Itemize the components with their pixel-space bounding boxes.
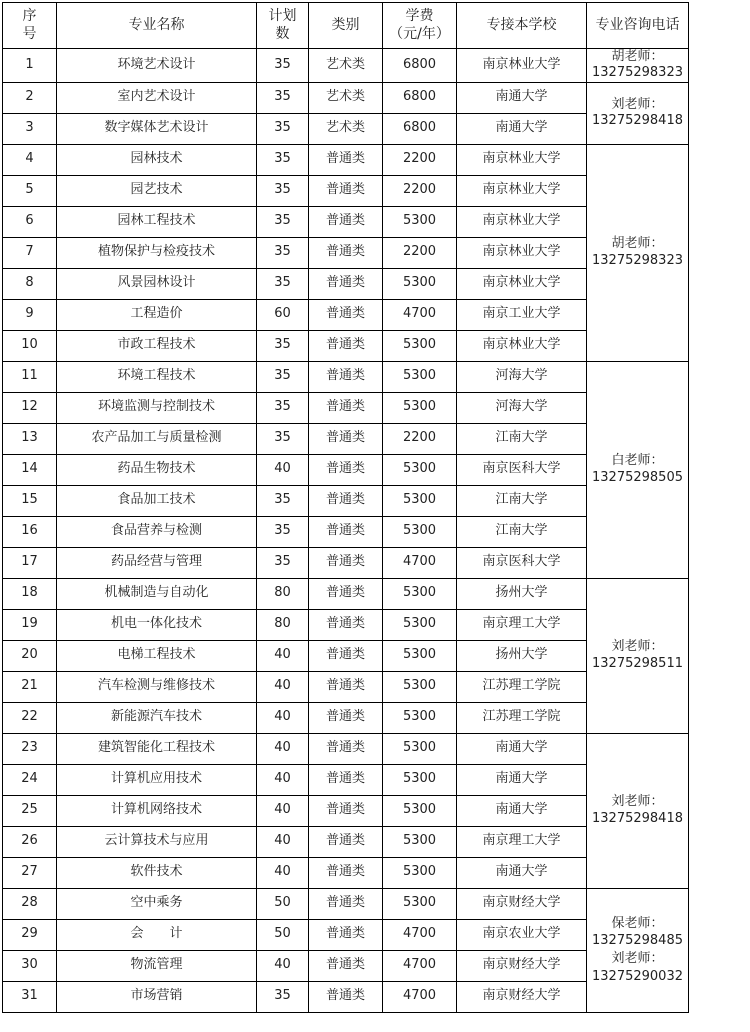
cell-no: 8 — [3, 268, 57, 299]
table-row — [3, 268, 689, 299]
cell-plan: 40 — [257, 640, 309, 671]
cell-major: 机电一体化技术 — [57, 609, 257, 640]
cell-plan: 35 — [257, 485, 309, 516]
header-no-line2: 号 — [22, 25, 37, 42]
cell-no: 3 — [3, 113, 57, 144]
cell-major: 环境监测与控制技术 — [57, 392, 257, 423]
cell-type: 普通类 — [309, 795, 383, 826]
cell-major: 汽车检测与维修技术 — [57, 671, 257, 702]
contact-line: 刘老师： — [611, 639, 664, 655]
cell-fee: 2200 — [383, 423, 457, 454]
cell-fee: 2200 — [383, 237, 457, 268]
cell-type: 普通类 — [309, 826, 383, 857]
cell-type: 普通类 — [309, 950, 383, 981]
cell-type: 普通类 — [309, 578, 383, 609]
cell-major: 环境艺术设计 — [57, 49, 257, 83]
cell-no: 10 — [3, 330, 57, 361]
cell-contact — [587, 49, 689, 83]
cell-no: 21 — [3, 671, 57, 702]
header-fee-line2: （元/年） — [389, 25, 450, 42]
table-row — [3, 392, 689, 423]
cell-contact — [587, 361, 689, 578]
cell-fee: 5300 — [383, 516, 457, 547]
cell-school: 南京理工大学 — [457, 826, 587, 857]
cell-school: 南通大学 — [457, 795, 587, 826]
cell-school: 江南大学 — [457, 423, 587, 454]
contact-line: 保老师： — [611, 915, 664, 931]
cell-major: 空中乘务 — [57, 888, 257, 919]
table-row — [3, 516, 689, 547]
header-plan-line2: 数 — [275, 25, 290, 42]
cell-school: 南通大学 — [457, 733, 587, 764]
table-row — [3, 981, 689, 1012]
cell-major: 市政工程技术 — [57, 330, 257, 361]
cell-no: 31 — [3, 981, 57, 1012]
cell-school: 河海大学 — [457, 361, 587, 392]
cell-no: 29 — [3, 919, 57, 950]
cell-plan: 40 — [257, 733, 309, 764]
cell-major: 植物保护与检疫技术 — [57, 237, 257, 268]
header-plan-line1: 计划 — [268, 8, 297, 24]
cell-no: 15 — [3, 485, 57, 516]
cell-no: 5 — [3, 175, 57, 206]
cell-major: 建筑智能化工程技术 — [57, 733, 257, 764]
cell-type: 普通类 — [309, 733, 383, 764]
cell-type: 艺术类 — [309, 49, 383, 83]
table-row — [3, 919, 689, 950]
cell-school: 南京林业大学 — [457, 206, 587, 237]
cell-plan: 35 — [257, 547, 309, 578]
table-row — [3, 609, 689, 640]
header-plan — [257, 3, 309, 49]
header-no — [3, 3, 57, 49]
contact-line: 13275298418 — [592, 113, 683, 128]
cell-fee: 4700 — [383, 950, 457, 981]
cell-fee: 4700 — [383, 547, 457, 578]
cell-no: 26 — [3, 826, 57, 857]
cell-major: 药品生物技术 — [57, 454, 257, 485]
major-table — [2, 2, 689, 1013]
cell-fee: 5300 — [383, 330, 457, 361]
table-row — [3, 113, 689, 144]
cell-major: 计算机网络技术 — [57, 795, 257, 826]
cell-fee: 4700 — [383, 299, 457, 330]
header-type: 类别 — [309, 3, 383, 49]
table-row — [3, 237, 689, 268]
cell-type: 普通类 — [309, 175, 383, 206]
contact-line: 13275298505 — [592, 469, 683, 485]
table-row — [3, 702, 689, 733]
cell-plan: 35 — [257, 144, 309, 175]
cell-type: 普通类 — [309, 144, 383, 175]
cell-type: 普通类 — [309, 361, 383, 392]
table-row — [3, 826, 689, 857]
cell-fee: 5300 — [383, 361, 457, 392]
cell-plan: 35 — [257, 516, 309, 547]
cell-plan: 35 — [257, 423, 309, 454]
cell-no: 25 — [3, 795, 57, 826]
cell-school: 南通大学 — [457, 764, 587, 795]
cell-no: 23 — [3, 733, 57, 764]
cell-major: 药品经营与管理 — [57, 547, 257, 578]
cell-contact — [587, 578, 689, 733]
cell-type: 艺术类 — [309, 113, 383, 144]
cell-plan: 40 — [257, 454, 309, 485]
table-row — [3, 423, 689, 454]
cell-school: 江苏理工学院 — [457, 702, 587, 733]
cell-type: 普通类 — [309, 516, 383, 547]
cell-major: 云计算技术与应用 — [57, 826, 257, 857]
contact-line: 13275298485 — [592, 933, 683, 949]
contact-line: 13275298418 — [592, 810, 683, 826]
table-row — [3, 888, 689, 919]
cell-fee: 5300 — [383, 454, 457, 485]
cell-type: 普通类 — [309, 702, 383, 733]
contact-line: 白老师： — [611, 453, 664, 469]
cell-plan: 35 — [257, 113, 309, 144]
cell-no: 18 — [3, 578, 57, 609]
cell-contact — [587, 144, 689, 361]
cell-plan: 80 — [257, 609, 309, 640]
cell-contact — [587, 888, 689, 1012]
cell-plan: 40 — [257, 857, 309, 888]
contact-line: 胡老师： — [611, 236, 664, 252]
cell-type: 普通类 — [309, 454, 383, 485]
cell-type: 普通类 — [309, 609, 383, 640]
cell-school: 南通大学 — [457, 82, 587, 113]
cell-type: 普通类 — [309, 919, 383, 950]
cell-major: 计算机应用技术 — [57, 764, 257, 795]
cell-no: 11 — [3, 361, 57, 392]
cell-fee: 5300 — [383, 764, 457, 795]
cell-fee: 2200 — [383, 175, 457, 206]
contact-line: 胡老师： — [611, 49, 664, 64]
cell-major: 数字媒体艺术设计 — [57, 113, 257, 144]
contact-line: 刘老师： — [611, 794, 664, 810]
cell-major: 机械制造与自动化 — [57, 578, 257, 609]
cell-no: 6 — [3, 206, 57, 237]
header-row — [3, 3, 689, 49]
table-row — [3, 206, 689, 237]
cell-major: 电梯工程技术 — [57, 640, 257, 671]
cell-no: 22 — [3, 702, 57, 733]
cell-school: 南京林业大学 — [457, 237, 587, 268]
header-fee — [383, 3, 457, 49]
cell-school: 南京林业大学 — [457, 144, 587, 175]
cell-no: 1 — [3, 49, 57, 83]
cell-school: 南京医科大学 — [457, 454, 587, 485]
cell-school: 南通大学 — [457, 857, 587, 888]
cell-major: 风景园林设计 — [57, 268, 257, 299]
table-row — [3, 454, 689, 485]
cell-school: 南京林业大学 — [457, 268, 587, 299]
cell-plan: 35 — [257, 237, 309, 268]
cell-fee: 5300 — [383, 826, 457, 857]
table-row — [3, 733, 689, 764]
cell-fee: 5300 — [383, 578, 457, 609]
table-row — [3, 857, 689, 888]
cell-type: 普通类 — [309, 268, 383, 299]
cell-type: 普通类 — [309, 981, 383, 1012]
cell-fee: 5300 — [383, 702, 457, 733]
cell-plan: 35 — [257, 361, 309, 392]
cell-fee: 6800 — [383, 49, 457, 83]
cell-type: 普通类 — [309, 206, 383, 237]
cell-major: 园林工程技术 — [57, 206, 257, 237]
cell-type: 普通类 — [309, 485, 383, 516]
table-row — [3, 578, 689, 609]
cell-major: 会 计 — [57, 919, 257, 950]
cell-no: 17 — [3, 547, 57, 578]
cell-major: 软件技术 — [57, 857, 257, 888]
cell-plan: 35 — [257, 82, 309, 113]
cell-type: 普通类 — [309, 764, 383, 795]
table-body — [3, 49, 689, 1013]
cell-fee: 5300 — [383, 392, 457, 423]
contact-line: 13275298323 — [592, 252, 683, 268]
contact-line: 刘老师： — [611, 96, 664, 112]
cell-school: 南京财经大学 — [457, 981, 587, 1012]
cell-plan: 40 — [257, 764, 309, 795]
cell-plan: 40 — [257, 795, 309, 826]
cell-type: 普通类 — [309, 392, 383, 423]
cell-plan: 35 — [257, 268, 309, 299]
cell-no: 30 — [3, 950, 57, 981]
cell-school: 南京林业大学 — [457, 330, 587, 361]
cell-no: 19 — [3, 609, 57, 640]
cell-major: 工程造价 — [57, 299, 257, 330]
cell-major: 新能源汽车技术 — [57, 702, 257, 733]
cell-fee: 4700 — [383, 981, 457, 1012]
cell-fee: 6800 — [383, 113, 457, 144]
cell-school: 江南大学 — [457, 516, 587, 547]
table-row — [3, 950, 689, 981]
cell-school: 南京医科大学 — [457, 547, 587, 578]
cell-no: 20 — [3, 640, 57, 671]
table-row — [3, 82, 689, 113]
table-row — [3, 144, 689, 175]
cell-major: 园林技术 — [57, 144, 257, 175]
cell-plan: 35 — [257, 392, 309, 423]
cell-school: 南京财经大学 — [457, 950, 587, 981]
cell-plan: 35 — [257, 206, 309, 237]
cell-major: 食品加工技术 — [57, 485, 257, 516]
cell-plan: 40 — [257, 702, 309, 733]
cell-plan: 35 — [257, 175, 309, 206]
cell-no: 7 — [3, 237, 57, 268]
header-major: 专业名称 — [57, 3, 257, 49]
cell-type: 普通类 — [309, 640, 383, 671]
cell-school: 南京理工大学 — [457, 609, 587, 640]
table-row — [3, 547, 689, 578]
cell-type: 普通类 — [309, 237, 383, 268]
table-row — [3, 795, 689, 826]
cell-type: 艺术类 — [309, 82, 383, 113]
cell-plan: 60 — [257, 299, 309, 330]
table-row — [3, 175, 689, 206]
cell-type: 普通类 — [309, 547, 383, 578]
cell-fee: 5300 — [383, 671, 457, 702]
cell-school: 南通大学 — [457, 113, 587, 144]
cell-major: 市场营销 — [57, 981, 257, 1012]
cell-fee: 5300 — [383, 640, 457, 671]
cell-plan: 40 — [257, 826, 309, 857]
cell-contact — [587, 733, 689, 888]
cell-school: 扬州大学 — [457, 640, 587, 671]
table-row — [3, 485, 689, 516]
contact-line: 刘老师： — [611, 951, 664, 966]
cell-plan: 35 — [257, 981, 309, 1012]
cell-school: 南京林业大学 — [457, 49, 587, 83]
cell-type: 普通类 — [309, 857, 383, 888]
cell-type: 普通类 — [309, 888, 383, 919]
cell-type: 普通类 — [309, 299, 383, 330]
table-row — [3, 49, 689, 83]
cell-contact — [587, 82, 689, 144]
cell-fee: 5300 — [383, 268, 457, 299]
cell-fee: 2200 — [383, 144, 457, 175]
cell-no: 16 — [3, 516, 57, 547]
contact-line: 13275298323 — [592, 65, 683, 81]
contact-line: 13275298511 — [592, 655, 683, 671]
cell-fee: 5300 — [383, 888, 457, 919]
cell-no: 4 — [3, 144, 57, 175]
cell-fee: 5300 — [383, 733, 457, 764]
table-row — [3, 671, 689, 702]
cell-no: 14 — [3, 454, 57, 485]
cell-plan: 35 — [257, 49, 309, 83]
cell-fee: 5300 — [383, 206, 457, 237]
cell-major: 园艺技术 — [57, 175, 257, 206]
cell-school: 南京财经大学 — [457, 888, 587, 919]
cell-no: 9 — [3, 299, 57, 330]
cell-fee: 4700 — [383, 919, 457, 950]
cell-major: 农产品加工与质量检测 — [57, 423, 257, 454]
cell-school: 江苏理工学院 — [457, 671, 587, 702]
cell-plan: 35 — [257, 330, 309, 361]
header-school: 专接本学校 — [457, 3, 587, 49]
table-row — [3, 299, 689, 330]
cell-fee: 5300 — [383, 485, 457, 516]
cell-fee: 5300 — [383, 609, 457, 640]
cell-type: 普通类 — [309, 671, 383, 702]
cell-fee: 5300 — [383, 795, 457, 826]
cell-no: 24 — [3, 764, 57, 795]
cell-plan: 80 — [257, 578, 309, 609]
cell-plan: 40 — [257, 671, 309, 702]
cell-fee: 5300 — [383, 857, 457, 888]
cell-school: 江南大学 — [457, 485, 587, 516]
cell-school: 河海大学 — [457, 392, 587, 423]
cell-no: 13 — [3, 423, 57, 454]
cell-plan: 50 — [257, 888, 309, 919]
table-row — [3, 361, 689, 392]
table-row — [3, 764, 689, 795]
cell-major: 食品营养与检测 — [57, 516, 257, 547]
cell-major: 环境工程技术 — [57, 361, 257, 392]
header-no-line1: 序 — [22, 8, 37, 24]
cell-no: 27 — [3, 857, 57, 888]
cell-no: 2 — [3, 82, 57, 113]
cell-school: 南京林业大学 — [457, 175, 587, 206]
cell-major: 室内艺术设计 — [57, 82, 257, 113]
cell-school: 南京农业大学 — [457, 919, 587, 950]
cell-plan: 40 — [257, 950, 309, 981]
cell-major: 物流管理 — [57, 950, 257, 981]
header-fee-line1: 学费 — [405, 8, 434, 24]
header-phone: 专业咨询电话 — [587, 3, 689, 49]
cell-type: 普通类 — [309, 330, 383, 361]
cell-school: 南京工业大学 — [457, 299, 587, 330]
cell-no: 12 — [3, 392, 57, 423]
cell-type: 普通类 — [309, 423, 383, 454]
cell-no: 28 — [3, 888, 57, 919]
table-row — [3, 640, 689, 671]
contact-line: 13275290032 — [592, 968, 683, 984]
table-row — [3, 330, 689, 361]
cell-school: 扬州大学 — [457, 578, 587, 609]
cell-plan: 50 — [257, 919, 309, 950]
cell-fee: 6800 — [383, 82, 457, 113]
